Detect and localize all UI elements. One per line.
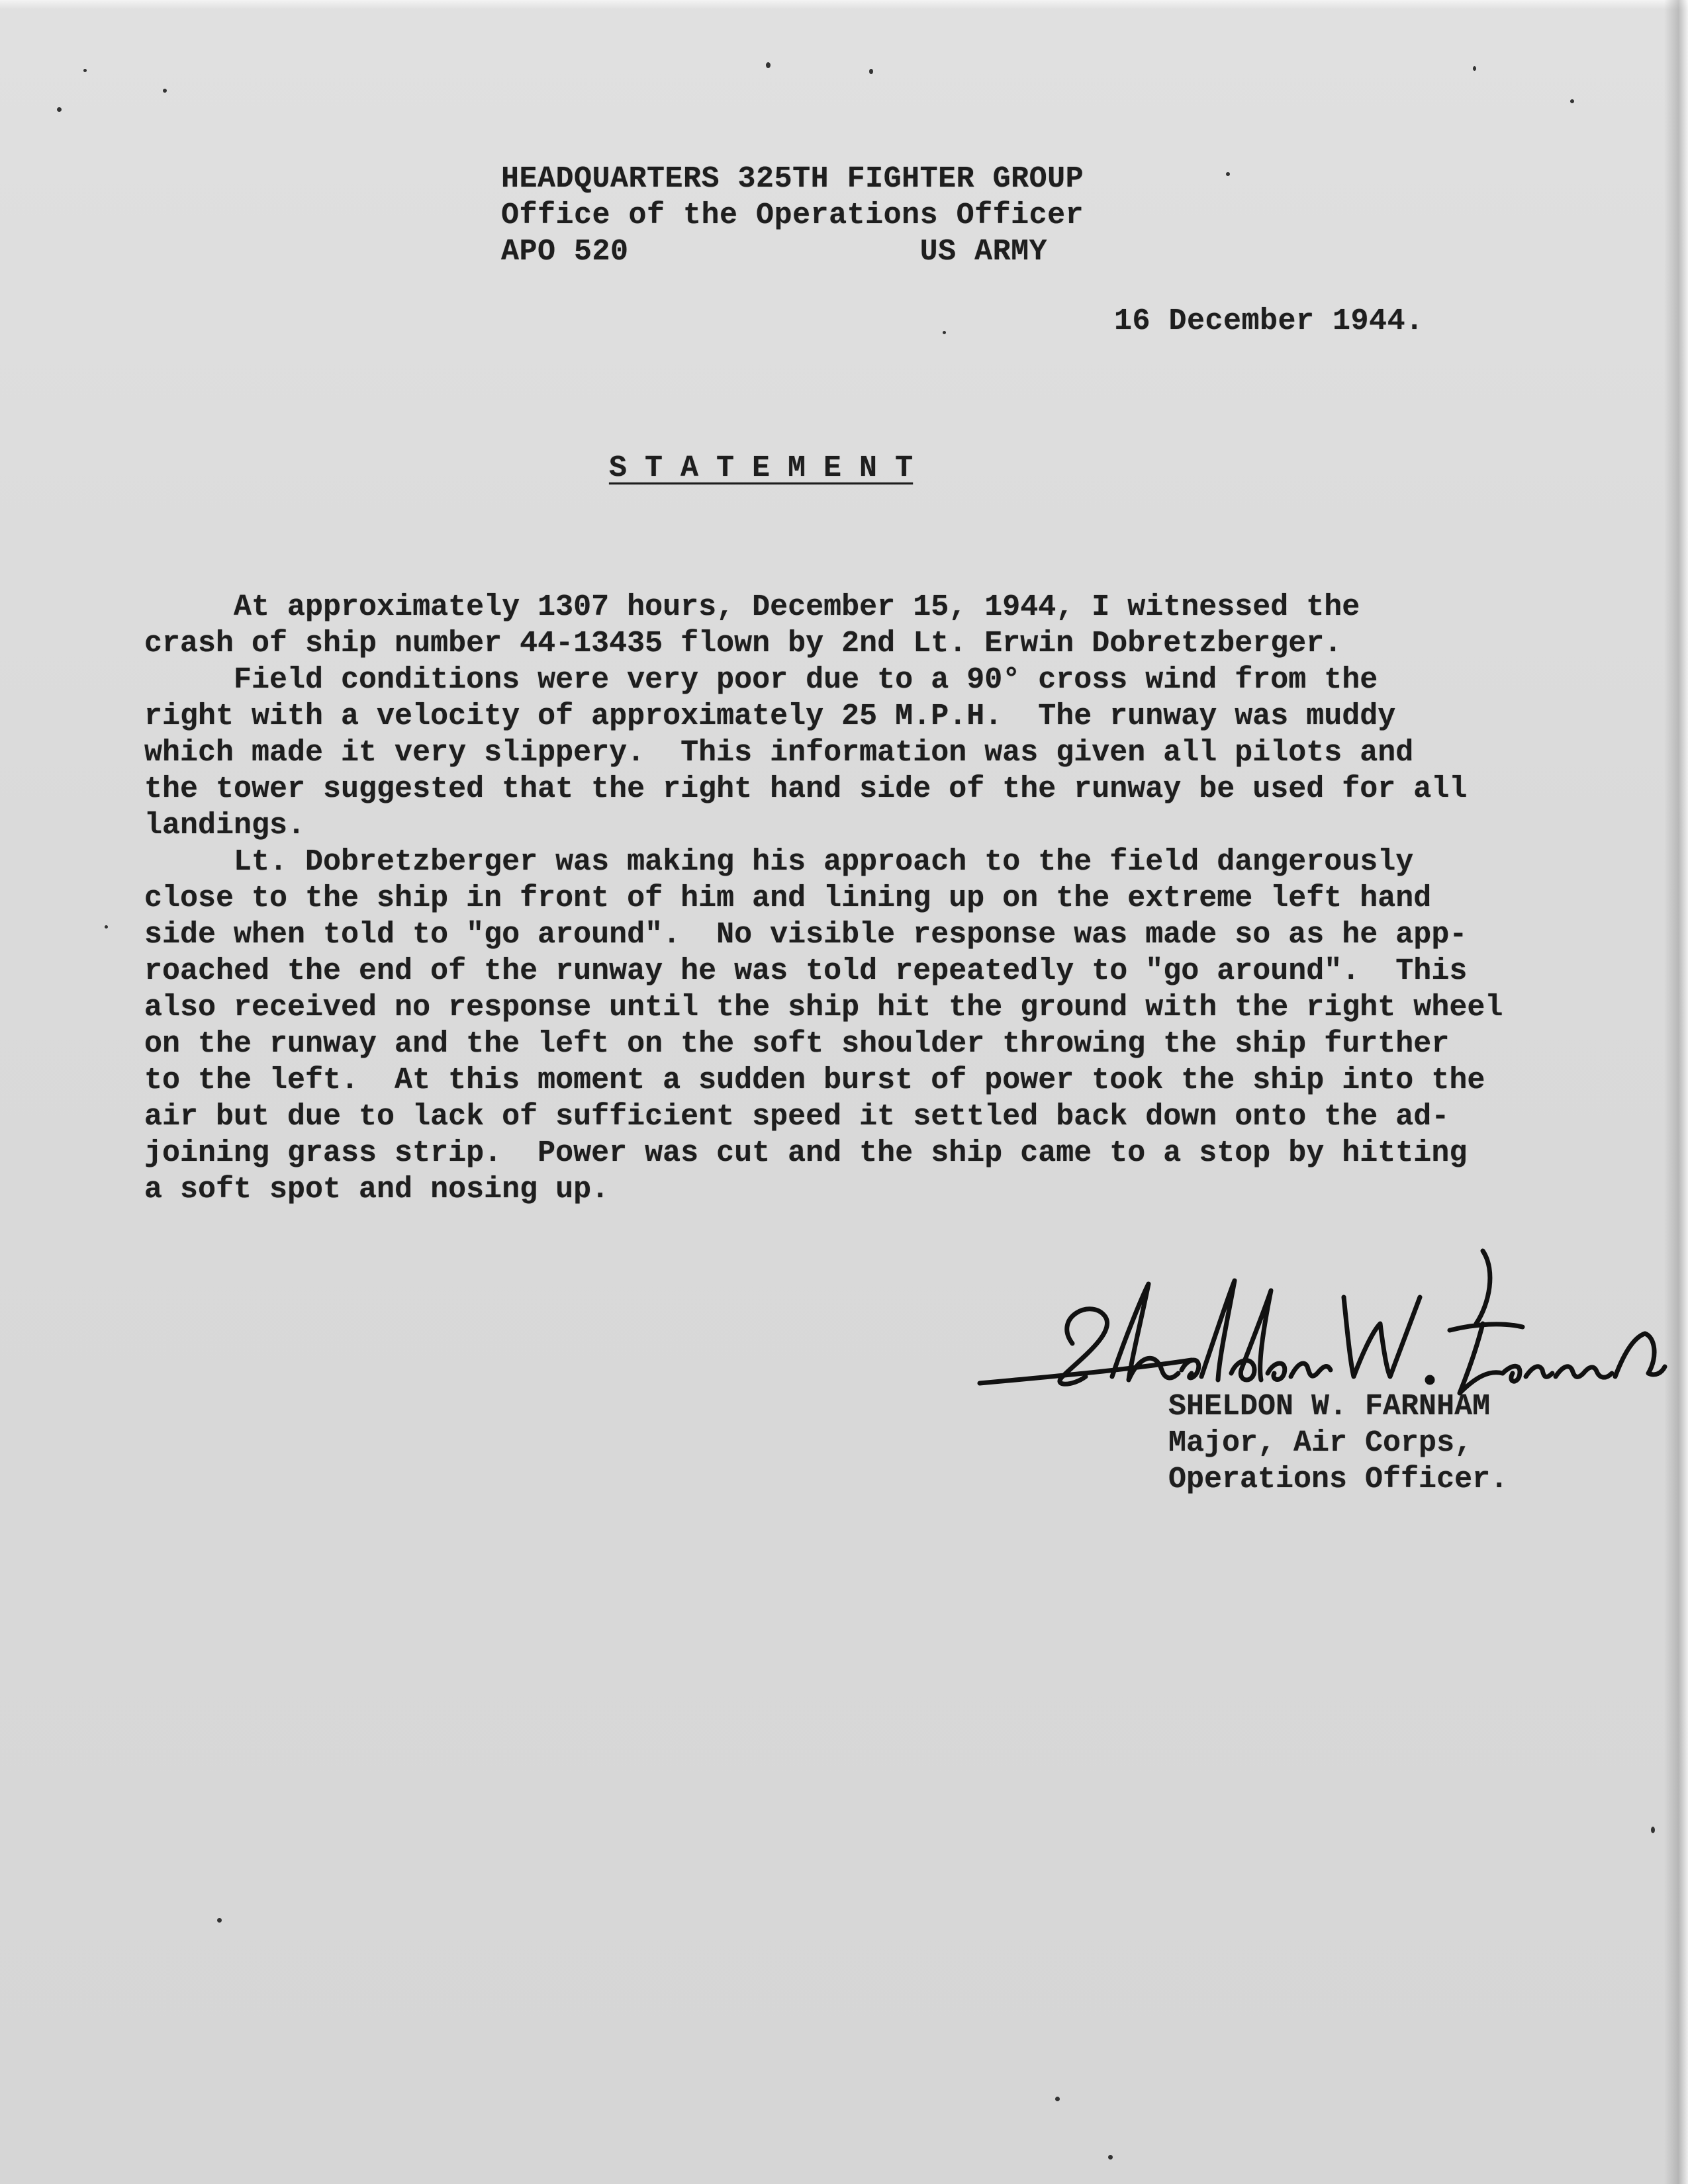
body-line: crash of ship number 44-13435 flown by 2nd Lt. Erwin Dobretzberger. xyxy=(144,627,1342,660)
body-line: the tower suggested that the right hand side of the runway be used for all xyxy=(144,772,1468,806)
dust-speck xyxy=(943,331,946,334)
dust-speck xyxy=(869,69,873,74)
body-line: side when told to "go around". No visible response was made so as he app- xyxy=(144,918,1468,952)
body-line: a soft spot and nosing up. xyxy=(144,1173,610,1206)
letterhead-office: Office of the Operations Officer xyxy=(501,199,1084,232)
dust-speck xyxy=(1570,99,1574,103)
dust-speck xyxy=(217,1918,222,1923)
document-date: 16 December 1944. xyxy=(1114,304,1424,338)
body-line: which made it very slippery. This information was given all pilots and xyxy=(144,736,1414,770)
body-line: also received no response until the ship hit the ground with the right wheel xyxy=(144,991,1503,1024)
dust-speck xyxy=(1651,1827,1655,1833)
signer-rank: Major, Air Corps, xyxy=(1168,1426,1473,1460)
page-top-edge xyxy=(0,0,1688,9)
dust-speck xyxy=(766,62,771,68)
dust-speck xyxy=(83,69,87,72)
signer-title: Operations Officer. xyxy=(1168,1463,1509,1496)
body-line: Lt. Dobretzberger was making his approach to the field dangerously xyxy=(144,845,1414,879)
body-line: At approximately 1307 hours, December 15, 1944, I witnessed the xyxy=(144,590,1360,624)
handwritten-signature xyxy=(973,1244,1668,1410)
body-line: on the runway and the left on the soft shoulder throwing the ship further xyxy=(144,1027,1450,1061)
dust-speck xyxy=(105,925,108,929)
letterhead-apo: APO 520 US ARMY xyxy=(501,235,1048,269)
dust-speck xyxy=(57,107,62,112)
body-line: air but due to lack of sufficient speed it settled back down onto the ad- xyxy=(144,1100,1450,1134)
signer-name: SHELDON W. FARNHAM xyxy=(1168,1390,1491,1424)
body-line: Field conditions were very poor due to a 90° cross wind from the xyxy=(144,663,1378,697)
letterhead-unit: HEADQUARTERS 325TH FIGHTER GROUP xyxy=(501,162,1084,196)
statement-body xyxy=(144,589,1534,1208)
body-line: landings. xyxy=(144,809,306,842)
dust-speck xyxy=(1108,2155,1113,2160)
body-line: joining grass strip. Power was cut and the ship came to a stop by hitting xyxy=(144,1136,1468,1170)
dust-speck xyxy=(163,89,167,93)
signature-block xyxy=(1168,1388,1508,1498)
body-line: close to the ship in front of him and lining up on the extreme left hand xyxy=(144,882,1432,915)
body-line: right with a velocity of approximately 25 M.P.H. The runway was muddy xyxy=(144,700,1396,733)
dust-speck xyxy=(1055,2097,1060,2101)
dust-speck xyxy=(1226,172,1230,176)
page-right-edge xyxy=(1664,0,1688,2184)
body-line: roached the end of the runway he was told repeatedly to "go around". This xyxy=(144,954,1468,988)
document-title: S T A T E M E N T xyxy=(609,451,914,485)
body-line: to the left. At this moment a sudden burst of power took the ship into the xyxy=(144,1064,1485,1097)
dust-speck xyxy=(1473,66,1476,71)
